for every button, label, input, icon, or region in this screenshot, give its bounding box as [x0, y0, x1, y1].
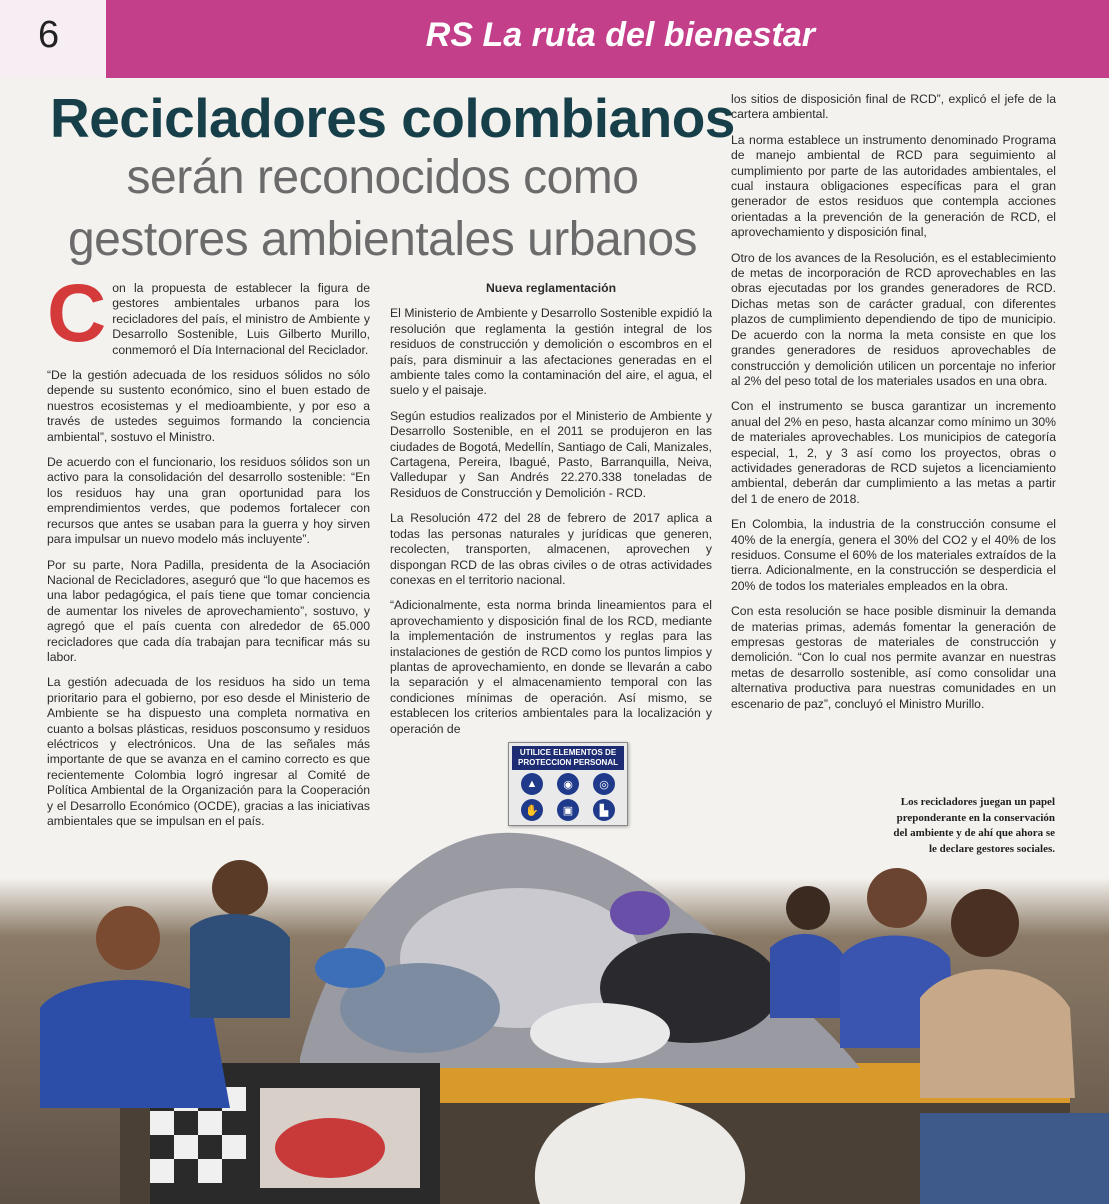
paragraph-text: on la propuesta de establecer la figura de gestores ambientales urbanos para los recicladores del país, el ministro de Ambiente y Desarrollo Sostenible, Luis Gilberto Murillo, conmemoró el Día Internacional del Reciclador.: [112, 281, 370, 357]
photo-caption: Los recicladores juegan un papel preponderante en la conservación del ambiente y de ahí que ahora se le declare gestores sociales.: [893, 796, 1055, 855]
article-headline: Recicladores colombianos: [50, 87, 735, 149]
paragraph: El Ministerio de Ambiente y Desarrollo Sostenible expidió la resolución que reglamenta la gestión integral de los residuos de construcción y demolición o escombros en el país, para disminuir a las afectaciones generadas en el ambiente tales como la contaminación del aire, el agua, el suelo y el paisaje.: [390, 306, 712, 398]
paragraph: La Resolución 472 del 28 de febrero de 2017 aplica a todas las personas naturales y jurídicas que generen, recolecten, transporten, almacenen, aprovechen y dispongan RCD de las obras civiles o de otras actividades conexas en el territorio nacional.: [390, 511, 712, 587]
article-column-2: [390, 281, 712, 747]
article-subheadline-line2: gestores ambientales urbanos: [67, 213, 698, 266]
paragraph: “De la gestión adecuada de los residuos sólidos no sólo depende su sustento económico, sino el buen estado de nuestros ecosistemas y el medioambiente, y por eso a través de ustedes seguimos formando la conciencia ambiental”, sostuvo el Ministro.: [47, 368, 370, 444]
paragraph: los sitios de disposición final de RCD”, explicó el jefe de la cartera ambiental.: [731, 92, 1056, 122]
article-column-3: [731, 92, 1056, 722]
paragraph: Según estudios realizados por el Ministerio de Ambiente y Desarrollo Sostenible, en el 2011 se produjeron en las ciudades de Bogotá, Medellín, Santiago de Cali, Manizales, Cartagena, Pereira, Ibagué, Pasto, Barranquilla, Neiva, Valledupar y San Andrés 22.270.338 toneladas de Residuos de Construcción y Demolición - RCD.: [390, 408, 712, 500]
section-title: RS La ruta del bienestar: [425, 16, 815, 54]
gloves-icon: ✋: [521, 799, 543, 821]
section-subtitle: Nueva reglamentación: [485, 281, 617, 295]
vest-icon: ▣: [557, 799, 579, 821]
paragraph: La norma establece un instrumento denominado Programa de manejo ambiental de RCD para seguimiento al cumplimiento por parte de las autoridades ambientales, el cual instaura obligaciones específicas para el gran generador de estos residuos que contempla acciones orientadas a la prevención de la generación de RCD, el aprovechamiento y disposición final,: [731, 132, 1056, 240]
paragraph: “Adicionalmente, esta norma brinda lineamientos para el aprovechamiento y disposición final de los RCD, mediante la implementación de instrumentos y reglas para las instalaciones de gestión de RCD como los puntos limpios y plantas de aprovechamiento, en donde se llevarán a cabo la separación y el almacenamiento temporal con las condiciones mínimas de operación. Así mismo, se establecen los criterios ambientales para la localización y operación de: [390, 598, 712, 736]
safety-sign: [508, 742, 628, 826]
article-column-1: [47, 268, 370, 839]
goggles-icon: ◉: [557, 773, 579, 795]
boots-icon: ▙: [593, 799, 615, 821]
paragraph: [47, 268, 370, 359]
paragraph: En Colombia, la industria de la construcción consume el 40% de la energía, genera el 30% del CO2 y el 40% de los residuos. Consume el 60% de los materiales extraídos de la tierra. Adicionalmente, en la construcción se desperdicia el 20% de todos los materiales empleados en la obra.: [731, 517, 1056, 593]
paragraph: La gestión adecuada de los residuos ha sido un tema prioritario para el gobierno, por eso desde el Ministerio de Ambiente se ha dispuesto una completa normativa en cuanto a bolsas plásticas, residuos posconsumo y residuos eléctricos y electrónicos. Una de las señales más importante de que se avanza en el camino correcto es que recientemente Colombia logró ingresar al Comité de Política Ambiental de la Organización para la Cooperación y el Desarrollo Económico (OCDE), gracias a las iniciativas ambientales que se impulsan en el país.: [47, 675, 370, 828]
recyclers-photo: [0, 818, 1109, 1204]
page-header: [0, 0, 1109, 78]
hard-hat-icon: ▲: [521, 773, 543, 795]
ear-protection-icon: ◎: [593, 773, 615, 795]
page-number-box: [0, 0, 106, 78]
paragraph: Otro de los avances de la Resolución, es el establecimiento de metas de incorporación de RCD aprovechables en las obras ejecutadas por los grandes generadores de RCD. Dichas metas son de carácter gradual, con diferentes plazos de cumplimiento dependiendo de tipo de municipio. De acuerdo con la norma la meta consiste en que los grandes generadores de residuos aprovechables de construcción y demolición utilicen un porcentaje no inferior al 2% del peso total de los materiales usados en una obra.: [731, 250, 1056, 388]
article-subheadline-line1: serán reconocidos como: [126, 151, 639, 204]
safety-sign-icons: [509, 773, 627, 821]
paragraph: Con esta resolución se hace posible disminuir la demanda de materias primas, además fomentar la generación de empresas gestoras de materiales de construcción y demolición. “Con lo cual nos permite avanzar en nuestras metas de desarrollo sostenible, así como consolidar una alternativa productiva para nuestras comunidades en un escenario de paz”, concluyó el Ministro Murillo.: [731, 604, 1056, 711]
safety-sign-heading: UTILICE ELEMENTOS DE PROTECCION PERSONAL: [512, 746, 624, 770]
paragraph: De acuerdo con el funcionario, los residuos sólidos son un activo para la consolidación del desarrollo sostenible: “En los residuos hay una gran oportunidad para los emprendimientos verdes, que podemos fortalecer con recursos que antes se usaban para la guerra y hoy sirven para impulsar un nuevo modelo más incluyente”.: [47, 455, 370, 547]
paragraph: Con el instrumento se busca garantizar un incremento anual del 2% en peso, hasta alcanzar como mínimo un 30% de materiales aprovechables. Los municipios de categoría especial, 1, 2, y 3 así como los proyectos, obras o actividades generadoras de RCD sujetos a licenciamiento ambiental, deberán dar cumplimiento a las metas a partir del 1 de enero de 2018.: [731, 399, 1056, 506]
page-number: 6: [38, 14, 60, 56]
paragraph: Por su parte, Nora Padilla, presidenta de la Asociación Nacional de Recicladores, aseguró que “lo que hacemos es una labor pedagógica, el país tiene que tomar conciencia de aumentar los niveles de aprovechamiento”, sostuvo, y agregó que el país cuenta con alrededor de 65.000 recicladores que cada día trabajan para tecnificar más su labor.: [47, 557, 370, 664]
drop-cap: C: [47, 268, 107, 359]
